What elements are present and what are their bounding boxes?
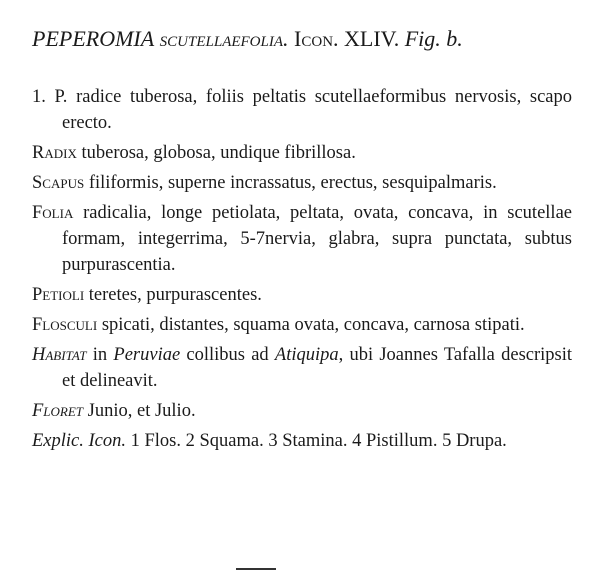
habitat-text: , ubi Joannes Tafalla descripsit et delineavit.: [62, 345, 573, 391]
page-heading: [32, 24, 577, 54]
page-bottom-rule: [236, 568, 276, 580]
radix-entry: [32, 140, 572, 166]
entry-label: Radix: [32, 143, 77, 163]
icon-label: Icon. XLIV.: [294, 26, 400, 51]
scapus-entry: [32, 170, 572, 196]
entry-label: Petioli: [32, 285, 85, 305]
floret-entry: [32, 398, 572, 424]
entry-text: radice tuberosa, foliis peltatis scutellaeformibus nervosis, scapo erecto.: [62, 87, 572, 133]
habitat-text: collibus ad: [186, 345, 269, 365]
habitat-place: Atiquipa: [274, 345, 339, 365]
petioli-entry: [32, 282, 572, 308]
habitat-entry: [32, 342, 572, 394]
floret-label: Floret: [32, 401, 84, 421]
entry-text: radicalia, longe petiolata, peltata, ovata, concava, in scutellae formam, integerrima, 5-7nervia, glabra, supra punctata, subtus purpurascentia.: [62, 203, 572, 275]
entry-text: teretes, purpurascentes.: [88, 285, 262, 305]
description-body: [32, 84, 572, 458]
entry-text: spicati, distantes, squama ovata, concava, carnosa stipati.: [101, 315, 525, 335]
diagnosis-entry: [32, 84, 572, 136]
species-name: scutellaefolia.: [159, 26, 289, 51]
genus-name: PEPEROMIA: [32, 26, 155, 51]
habitat-text: in: [92, 345, 108, 365]
habitat-label: Habitat: [32, 345, 87, 365]
floret-text: Junio, et Julio.: [87, 401, 196, 421]
explic-text: 1 Flos. 2 Squama. 3 Stamina. 4 Pistillum. 5 Drupa.: [130, 431, 507, 451]
flosculi-entry: [32, 312, 572, 338]
entry-text: filiformis, superne incrassatus, erectus, sesquipalmaris.: [88, 173, 497, 193]
habitat-place: Peruviae: [113, 345, 181, 365]
entry-label: Flosculi: [32, 315, 98, 335]
entry-text: tuberosa, globosa, undique fibrillosa.: [81, 143, 356, 163]
entry-label: 1. P.: [32, 87, 68, 107]
explic-entry: [32, 428, 572, 454]
entry-label: Folia: [32, 203, 74, 223]
figure-label: Fig. b.: [404, 26, 463, 51]
folia-entry: [32, 200, 572, 278]
explic-label: Explic. Icon.: [32, 431, 126, 451]
entry-label: Scapus: [32, 173, 85, 193]
